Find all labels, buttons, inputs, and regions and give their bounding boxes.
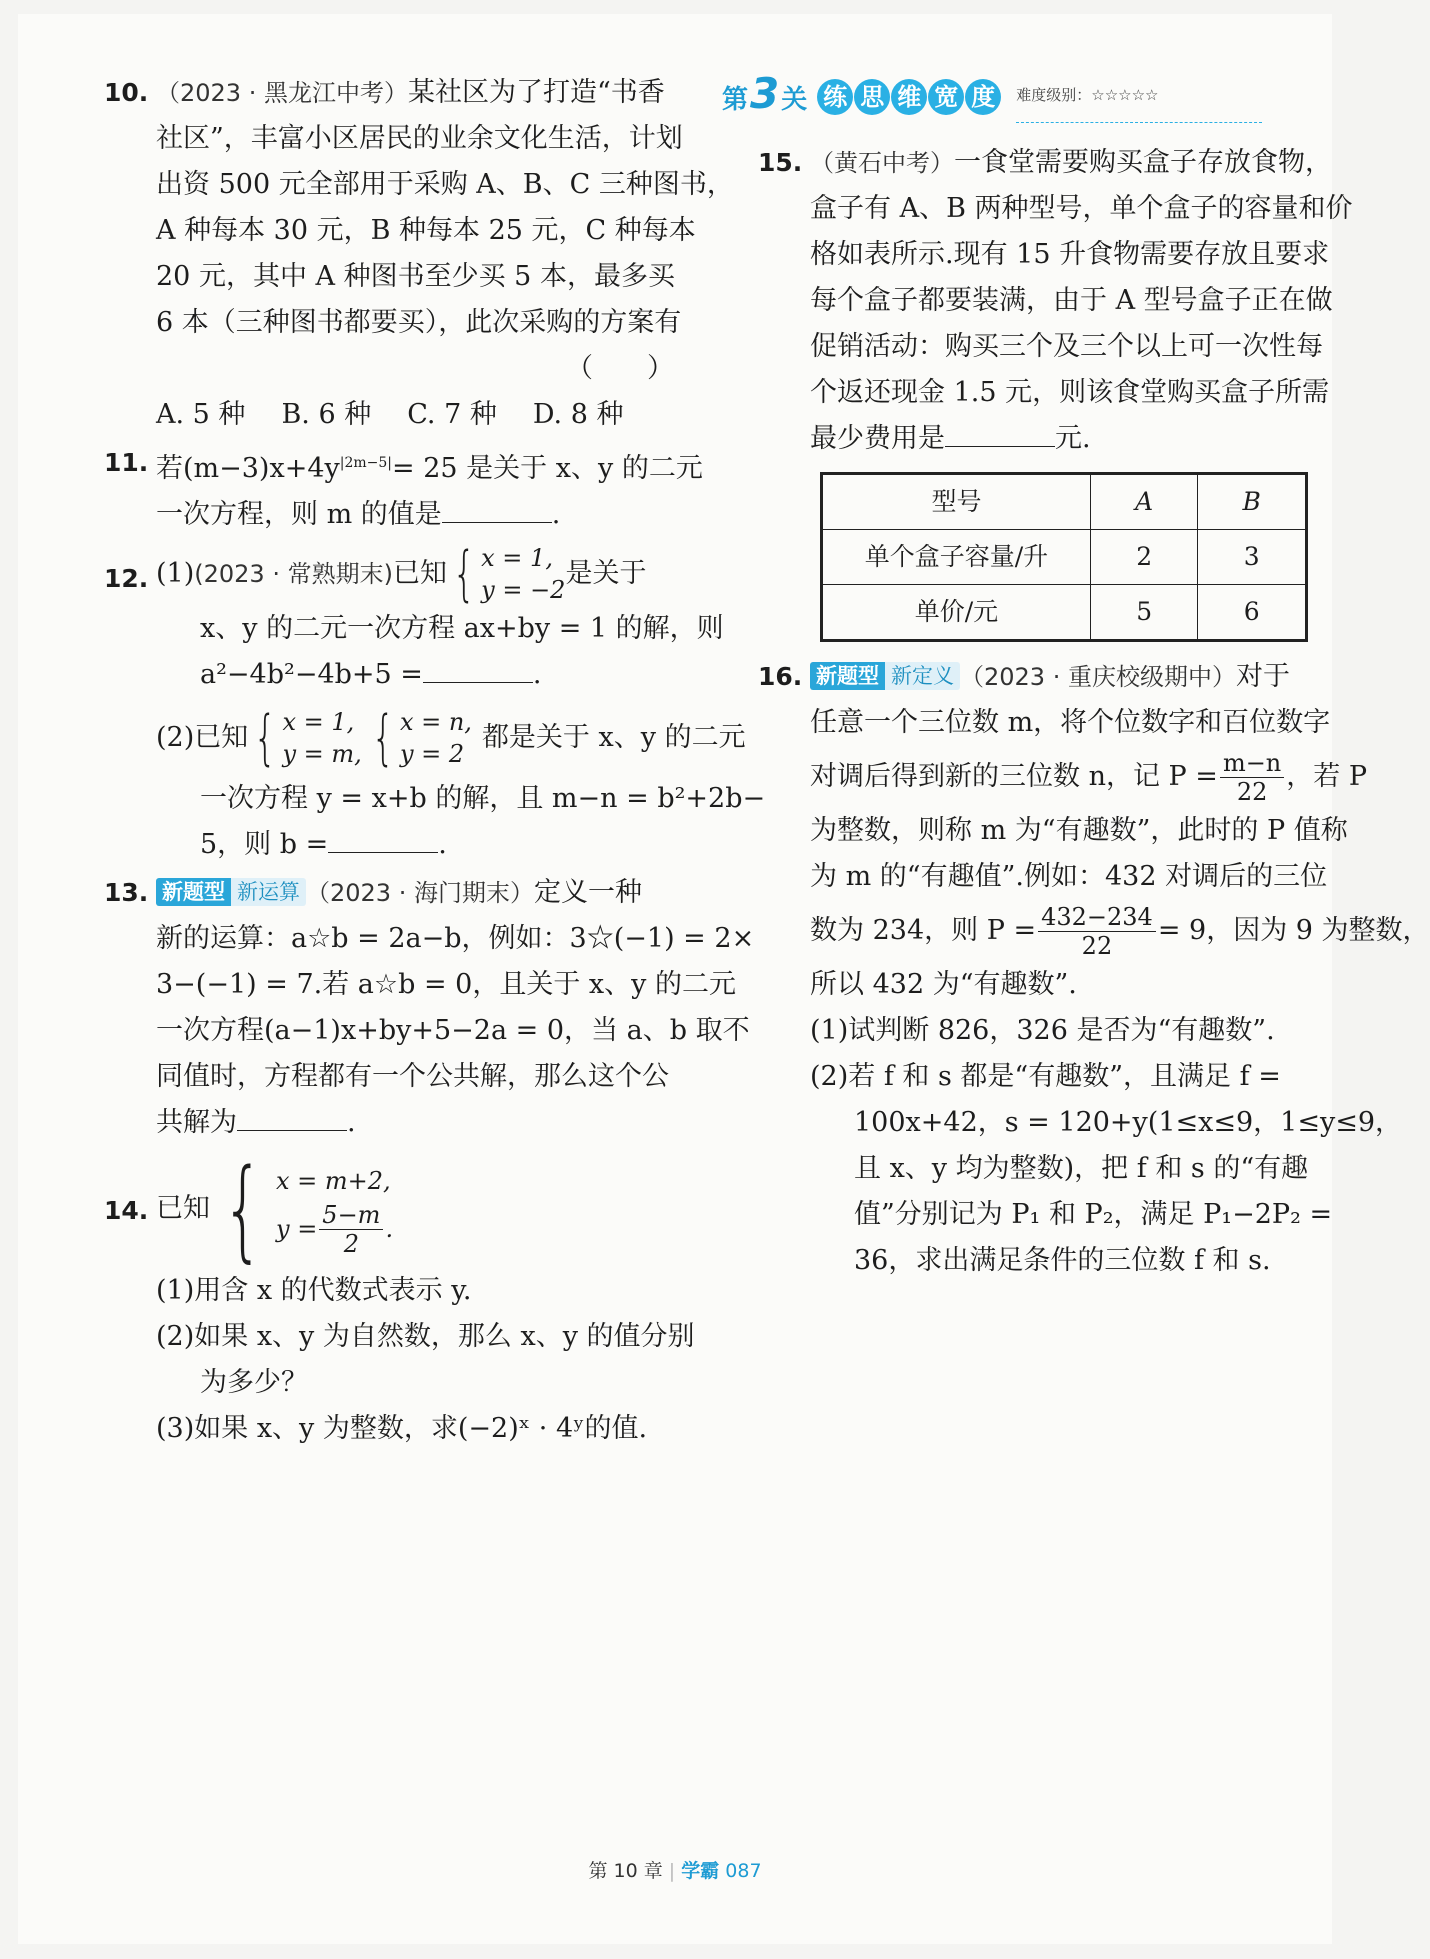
question-number: 13. — [104, 878, 149, 907]
question-text: 格如表所示.现有 15 升食物需要存放且要求 — [810, 239, 1330, 270]
question-number: 12. — [104, 564, 149, 593]
workbook-page — [18, 14, 1430, 1944]
sub-question: (2)若 f 和 s 都是“有趣数”，且满足 f = — [810, 1061, 1281, 1092]
question-text: 最少费用是 — [810, 423, 945, 454]
question-text: 已知 — [392, 558, 447, 589]
section-title: 练 思 维 宽 度 — [817, 79, 1002, 115]
page-footer: 第 10 章 | 学霸 087 — [588, 1860, 762, 1882]
badge-new-type: 新题型 — [156, 878, 231, 906]
equation-system: { x = 1, y = m, — [253, 703, 362, 773]
question-text: 是关于 — [565, 558, 647, 589]
question-text: 共解为 — [156, 1107, 237, 1138]
table-cell: 单个盒子容量/升 — [822, 530, 1091, 585]
answer-blank[interactable] — [945, 416, 1055, 447]
table-row — [822, 530, 1307, 585]
question-text: 3−(−1) = 7.若 a☆b = 0，且关于 x、y 的二元 — [156, 969, 736, 1000]
equation-system: { x = n, y = 2 — [371, 703, 472, 773]
question-text: 出资 500 元全部用于采购 A、B、C 三种图书， — [156, 169, 734, 200]
question-text: 对于 — [1235, 661, 1290, 692]
sub-question: 值”分别记为 P₁ 和 P₂，满足 P₁−2P₂ = — [854, 1199, 1333, 1230]
question-text: 促销活动：购买三个及三个以上可一次性每 — [810, 331, 1323, 362]
level-label: 第3关 — [722, 69, 808, 118]
question-16 — [758, 654, 1430, 1284]
punctuation: . — [532, 659, 542, 690]
sub-question: 且 x、y 均为整数)，把 f 和 s 的“有趣 — [854, 1153, 1309, 1184]
question-text: 已知 — [156, 1193, 210, 1224]
question-10 — [104, 70, 734, 438]
answer-bracket: （ ） — [566, 353, 674, 384]
chapter-label: 第 10 章 — [588, 1860, 663, 1882]
question-text: 一次方程 y = x+b 的解，且 m−n = b²+2b− — [200, 783, 766, 814]
table-cell: A — [1090, 474, 1198, 530]
question-text: 所以 432 为“有趣数”. — [810, 969, 1077, 1000]
question-text: 某社区为了打造“书香 — [407, 77, 665, 108]
question-text: 对调后得到新的三位数 n，记 P = — [810, 761, 1218, 792]
fraction: $\frac{m-n}{22}$ — [1220, 749, 1284, 806]
question-source: （2023 · 重庆校级期中） — [960, 663, 1236, 691]
question-number: 14. — [104, 1196, 149, 1225]
table-cell: 单价/元 — [822, 585, 1091, 641]
table-cell: 5 — [1090, 585, 1198, 641]
answer-blank[interactable] — [423, 652, 533, 683]
answer-options — [156, 392, 684, 438]
question-text: = 25 是关于 x、y 的二元 — [392, 453, 703, 484]
equation-system: { x = m+2, y = $\frac{5-m}{2}$ . — [222, 1145, 394, 1273]
question-text: (2)已知 — [156, 722, 249, 753]
table-header-row — [822, 474, 1307, 530]
question-text: 数为 234，则 P = — [810, 915, 1037, 946]
sub-question: 为多少？ — [200, 1367, 308, 1398]
question-text: 为 m 的“有趣值”.例如：432 对调后的三位 — [810, 861, 1328, 892]
punctuation: . — [347, 1107, 356, 1138]
badge-new-operation: 新运算 — [231, 878, 306, 906]
question-number: 16. — [758, 662, 803, 691]
table-row — [822, 585, 1307, 641]
difficulty-rating: 难度级别：☆☆☆☆☆ — [1016, 72, 1262, 123]
sub-question: (1)用含 x 的代数式表示 y. — [156, 1275, 472, 1306]
question-source: （黄石中考） — [810, 149, 954, 177]
option-a[interactable]: A. 5 种 — [156, 399, 246, 430]
sub-question: 100x+42，s = 120+y(1≤x≤9，1≤y≤9， — [854, 1107, 1403, 1138]
question-text: A 种每本 30 元，B 种每本 25 元，C 种每本 — [156, 215, 696, 246]
question-text: 元. — [1055, 423, 1091, 454]
table-cell: 3 — [1198, 530, 1307, 585]
question-number: 10. — [104, 78, 149, 107]
question-text: 每个盒子都要装满，由于 A 型号盒子正在做 — [810, 285, 1333, 316]
question-text: 一食堂需要购买盒子存放食物， — [954, 147, 1332, 178]
sub-question: (1)试判断 826，326 是否为“有趣数”. — [810, 1015, 1275, 1046]
section-header — [722, 70, 1308, 124]
option-b[interactable]: B. 6 种 — [281, 399, 372, 430]
question-text: 都是关于 x、y 的二元 — [481, 722, 746, 753]
question-text: 6 本（三种图书都要买），此次采购的方案有 — [156, 307, 682, 338]
table-cell: 型号 — [822, 474, 1091, 530]
question-number: 11. — [104, 448, 149, 477]
brand-logo: 学霸 — [681, 1860, 720, 1882]
question-text: a²−4b²−4b+5 = — [200, 659, 423, 690]
page-number: 087 — [725, 1860, 762, 1882]
part-label: (1) — [156, 558, 195, 589]
equation-system: { x = 1, y = −2 — [452, 539, 566, 609]
answer-blank[interactable] — [237, 1100, 347, 1131]
right-column — [722, 69, 1430, 1286]
question-text: 若(m−3)x+4y — [156, 453, 340, 484]
answer-blank[interactable] — [442, 492, 552, 523]
question-14 — [104, 1145, 695, 1452]
question-text: 5，则 b = — [200, 829, 329, 860]
option-d[interactable]: D. 8 种 — [532, 399, 624, 430]
question-source: (2023 · 常熟期末) — [194, 560, 393, 588]
table-cell: 6 — [1198, 585, 1307, 641]
table-cell: B — [1198, 474, 1307, 530]
question-text: 新的运算：a☆b = 2a−b，例如：3☆(−1) = 2× — [156, 923, 755, 954]
question-text: = 9，因为 9 为整数， — [1157, 915, 1430, 946]
table-cell: 2 — [1090, 530, 1198, 585]
exponent: |2m−5| — [339, 455, 393, 471]
question-text: 一次方程(a−1)x+by+5−2a = 0，当 a、b 取不 — [156, 1015, 750, 1046]
option-c[interactable]: C. 7 种 — [407, 399, 497, 430]
question-text: 一次方程，则 m 的值是 — [156, 499, 442, 530]
badge-new-type: 新题型 — [810, 662, 885, 690]
punctuation: . — [438, 829, 447, 860]
question-text: 同值时，方程都有一个公共解，那么这个公 — [156, 1061, 669, 1092]
fraction: $\frac{432-234}{22}$ — [1038, 903, 1156, 960]
question-text: 盒子有 A、B 两种型号，单个盒子的容量和价 — [810, 193, 1353, 224]
sub-question: (3)如果 x、y 为整数，求(−2)ˣ · 4ʸ的值. — [156, 1413, 648, 1444]
box-price-table — [820, 472, 1308, 642]
question-text: 任意一个三位数 m，将个位数字和百位数字 — [810, 707, 1331, 738]
question-11 — [104, 440, 703, 538]
question-source: （2023 · 黑龙江中考） — [156, 79, 408, 107]
question-text: x、y 的二元一次方程 ax+by = 1 的解，则 — [200, 613, 724, 644]
question-text: ，若 P — [1286, 761, 1368, 792]
question-12 — [104, 539, 766, 868]
question-text: 个返还现金 1.5 元，则该食堂购买盒子所需 — [810, 377, 1330, 408]
answer-blank[interactable] — [328, 822, 438, 853]
question-13 — [104, 870, 755, 1146]
question-source: （2023 · 海门期末） — [306, 879, 534, 907]
sub-question: 36，求出满足条件的三位数 f 和 s. — [854, 1245, 1271, 1276]
sub-question: (2)如果 x、y 为自然数，那么 x、y 的值分别 — [156, 1321, 695, 1352]
question-text: 20 元，其中 A 种图书至少买 5 本，最多买 — [156, 261, 675, 292]
question-text: 定义一种 — [533, 877, 642, 908]
question-number: 15. — [758, 148, 803, 177]
question-text: 社区”，丰富小区居民的业余文化生活，计划 — [156, 123, 683, 154]
question-15 — [758, 140, 1353, 642]
question-text: 为整数，则称 m 为“有趣数”，此时的 P 值称 — [810, 815, 1348, 846]
punctuation: . — [551, 499, 561, 530]
badge-new-definition: 新定义 — [885, 662, 960, 690]
